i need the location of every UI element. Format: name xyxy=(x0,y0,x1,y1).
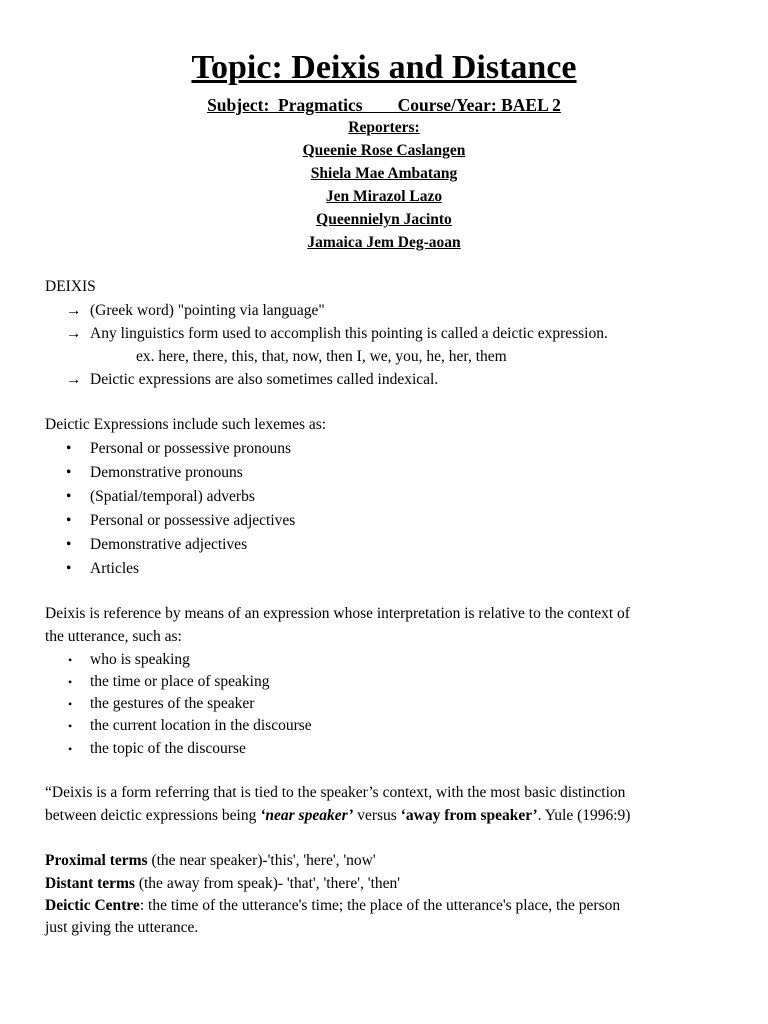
list-item: who is speaking xyxy=(90,651,190,668)
quote-lead: between deictic expressions being xyxy=(45,807,261,824)
list-item: the current location in the discourse xyxy=(90,717,312,734)
page-title: Topic: Deixis and Distance xyxy=(191,49,577,86)
away-speaker-term: ‘away from speaker’ xyxy=(400,807,538,824)
quote-text xyxy=(45,806,630,826)
list-item: the time or place of speaking xyxy=(90,673,270,690)
deictic-centre-cont: just giving the utterance. xyxy=(45,919,199,936)
distant-terms xyxy=(45,874,400,894)
proximal-text: (the near speaker)-'this', 'here', 'now' xyxy=(147,852,376,869)
list-item: Demonstrative adjectives xyxy=(90,536,248,553)
bullet-icon: • xyxy=(66,488,72,505)
bullet-icon: • xyxy=(68,742,73,756)
bullet-icon: • xyxy=(66,560,72,577)
list-item: Personal or possessive adjectives xyxy=(90,512,296,529)
deictic-centre xyxy=(45,896,620,916)
bullet-icon: • xyxy=(68,653,73,667)
deixis-heading: DEIXIS xyxy=(45,278,96,295)
proximal-terms xyxy=(45,851,376,871)
reference-text: Deixis is reference by means of an expression whose interpretation is relative to the context of xyxy=(45,605,630,622)
bullet-icon: • xyxy=(68,697,73,711)
bullet-icon: • xyxy=(66,464,72,481)
reporters-label: Reporters: xyxy=(348,119,420,136)
reporter-name: Queennielyn Jacinto xyxy=(316,211,452,228)
bullet-icon: • xyxy=(66,440,72,457)
centre-label: Deictic Centre xyxy=(45,897,140,914)
list-item: the topic of the discourse xyxy=(90,740,246,757)
quote-versus: versus xyxy=(353,807,401,824)
bullet-icon: • xyxy=(66,536,72,553)
arrow-icon: → xyxy=(66,371,82,388)
list-item: Articles xyxy=(90,560,140,577)
deixis-point: Any linguistics form used to accomplish this pointing is called a deictic expression. xyxy=(90,325,608,342)
bullet-icon: • xyxy=(68,719,73,733)
deixis-example: ex. here, there, this, that, now, then I, we, you, he, her, them xyxy=(136,348,507,365)
deixis-point: (Greek word) "pointing via language" xyxy=(90,302,325,319)
centre-text: : the time of the utterance's time; the place of the utterance's place, the person xyxy=(139,897,621,914)
list-item: (Spatial/temporal) adverbs xyxy=(90,488,255,505)
near-speaker-term: ‘near speaker’ xyxy=(260,807,354,824)
reference-text: the utterance, such as: xyxy=(45,628,182,645)
distant-label: Distant terms xyxy=(45,875,135,892)
expressions-intro: Deictic Expressions include such lexemes as: xyxy=(45,416,327,433)
arrow-icon: → xyxy=(66,325,82,342)
reporter-name: Jamaica Jem Deg-aoan xyxy=(307,234,461,251)
arrow-icon: → xyxy=(66,302,82,319)
list-item: the gestures of the speaker xyxy=(90,695,255,712)
distant-text: (the away from speak)- 'that', 'there', 'then' xyxy=(134,875,401,892)
quote-text: “Deixis is a form referring that is tied to the speaker’s context, with the most basic distinction xyxy=(45,784,626,801)
deixis-point: Deictic expressions are also sometimes called indexical. xyxy=(90,371,439,388)
list-item: Demonstrative pronouns xyxy=(90,464,243,481)
bullet-icon: • xyxy=(66,512,72,529)
subject-line: Subject: Pragmatics Course/Year: BAEL 2 xyxy=(207,95,561,115)
reporter-name: Queenie Rose Caslangen xyxy=(302,142,466,159)
proximal-label: Proximal terms xyxy=(45,852,148,869)
reporter-name: Jen Mirazol Lazo xyxy=(325,188,443,205)
quote-citation: . Yule (1996:9) xyxy=(537,807,631,824)
list-item: Personal or possessive pronouns xyxy=(90,440,292,457)
reporter-name: Shiela Mae Ambatang xyxy=(310,165,458,182)
bullet-icon: • xyxy=(68,675,73,689)
